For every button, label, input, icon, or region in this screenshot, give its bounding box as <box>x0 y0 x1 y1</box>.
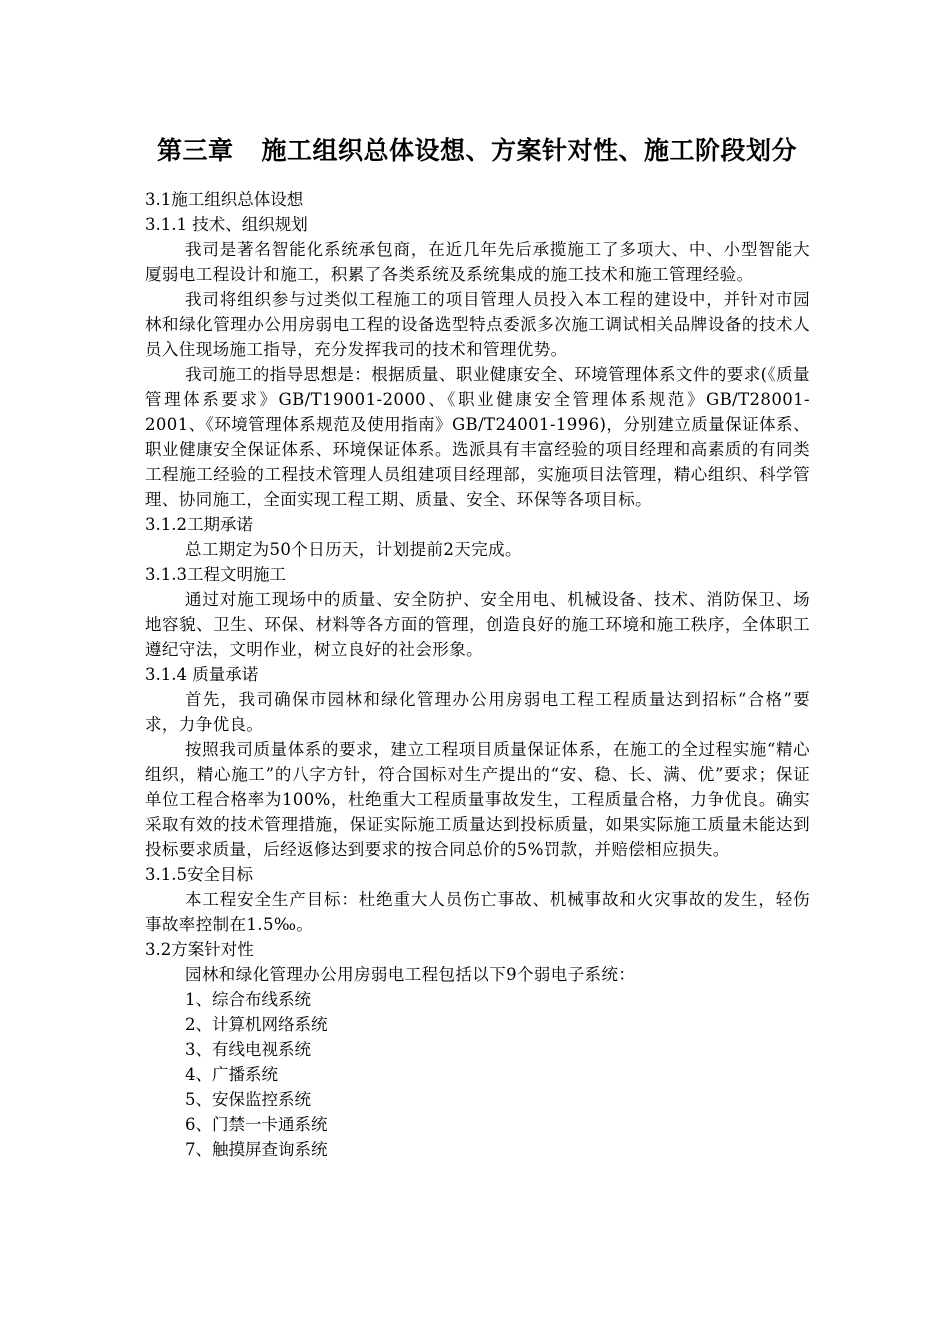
section-heading-3-2: 3.2方案针对性 <box>145 940 254 959</box>
paragraph: 我司是著名智能化系统承包商，在近几年先后承揽施工了多项大、中、小型智能大厦弱电工程设计和施工，积累了各类系统及系统集成的施工技术和施工管理经验。 <box>145 240 810 284</box>
section-heading-3-1-2: 3.1.2工期承诺 <box>145 515 253 534</box>
chapter-title <box>157 128 810 174</box>
chapter-number: 第三章 <box>157 136 234 165</box>
paragraph: 按照我司质量体系的要求，建立工程项目质量保证体系，在施工的全过程实施“精心组织，精心施工”的八字方针，符合国标对生产提出的“安、稳、长、满、优”要求；保证单位工程合格率为100%，杜绝重大工程质量事故发生，工程质量合格，力争优良。确实采取有效的技术管理措施，保证实际施工质量达到投标质量，如果实际施工质量未能达到投标要求质量，后经返修达到要求的按合同总价的5%罚款，并赔偿相应损失。 <box>145 740 810 859</box>
list-item: 4、广播系统 <box>185 1065 278 1084</box>
paragraph: 园林和绿化管理办公用房弱电工程包括以下9个弱电子系统： <box>185 965 636 984</box>
paragraph: 通过对施工现场中的质量、安全防护、安全用电、机械设备、技术、消防保卫、场地容貌、卫生、环保、材料等各方面的管理，创造良好的施工环境和施工秩序，全体职工遵纪守法，文明作业，树立良好的社会形象。 <box>145 590 810 659</box>
list-item: 2、计算机网络系统 <box>185 1015 328 1034</box>
section-heading-3-1-5: 3.1.5安全目标 <box>145 865 253 884</box>
system-list <box>145 987 810 1162</box>
paragraph: 首先，我司确保市园林和绿化管理办公用房弱电工程工程质量达到招标“合格”要求，力争优良。 <box>145 690 810 734</box>
list-item: 5、安保监控系统 <box>185 1090 311 1109</box>
section-heading-3-1-4: 3.1.4 质量承诺 <box>145 665 259 684</box>
chapter-name: 施工组织总体设想、方案针对性、施工阶段划分 <box>261 136 798 165</box>
list-item: 6、门禁一卡通系统 <box>185 1115 328 1134</box>
paragraph: 总工期定为50个日历天，计划提前2天完成。 <box>185 540 522 559</box>
list-item: 3、有线电视系统 <box>185 1040 311 1059</box>
paragraph: 本工程安全生产目标：杜绝重大人员伤亡事故、机械事故和火灾事故的发生，轻伤事故率控制在1.5‰。 <box>145 890 810 934</box>
list-item: 1、综合布线系统 <box>185 990 311 1009</box>
section-heading-3-1-1: 3.1.1 技术、组织规划 <box>145 215 308 234</box>
document-page <box>145 128 810 1162</box>
section-heading-3-1: 3.1施工组织总体设想 <box>145 190 304 209</box>
section-heading-3-1-3: 3.1.3工程文明施工 <box>145 565 286 584</box>
paragraph: 我司将组织参与过类似工程施工的项目管理人员投入本工程的建设中，并针对市园林和绿化管理办公用房弱电工程的设备选型特点委派多次施工调试相关品牌设备的技术人员入住现场施工指导，充分发挥我司的技术和管理优势。 <box>145 290 810 359</box>
list-item: 7、触摸屏查询系统 <box>185 1140 328 1159</box>
paragraph: 我司施工的指导思想是：根据质量、职业健康安全、环境管理体系文件的要求(《质量管理体系要求》GB/T19001-2000、《职业健康安全管理体系规范》GB/T28001-2001、《环境管理体系规范及使用指南》GB/T24001-1996)，分别建立质量保证体系、职业健康安全保证体系、环境保证体系。选派具有丰富经验的项目经理和高素质的有同类工程施工经验的工程技术管理人员组建项目经理部，实施项目法管理，精心组织、科学管理、协同施工，全面实现工程工期、质量、安全、环保等各项目标。 <box>145 365 810 509</box>
